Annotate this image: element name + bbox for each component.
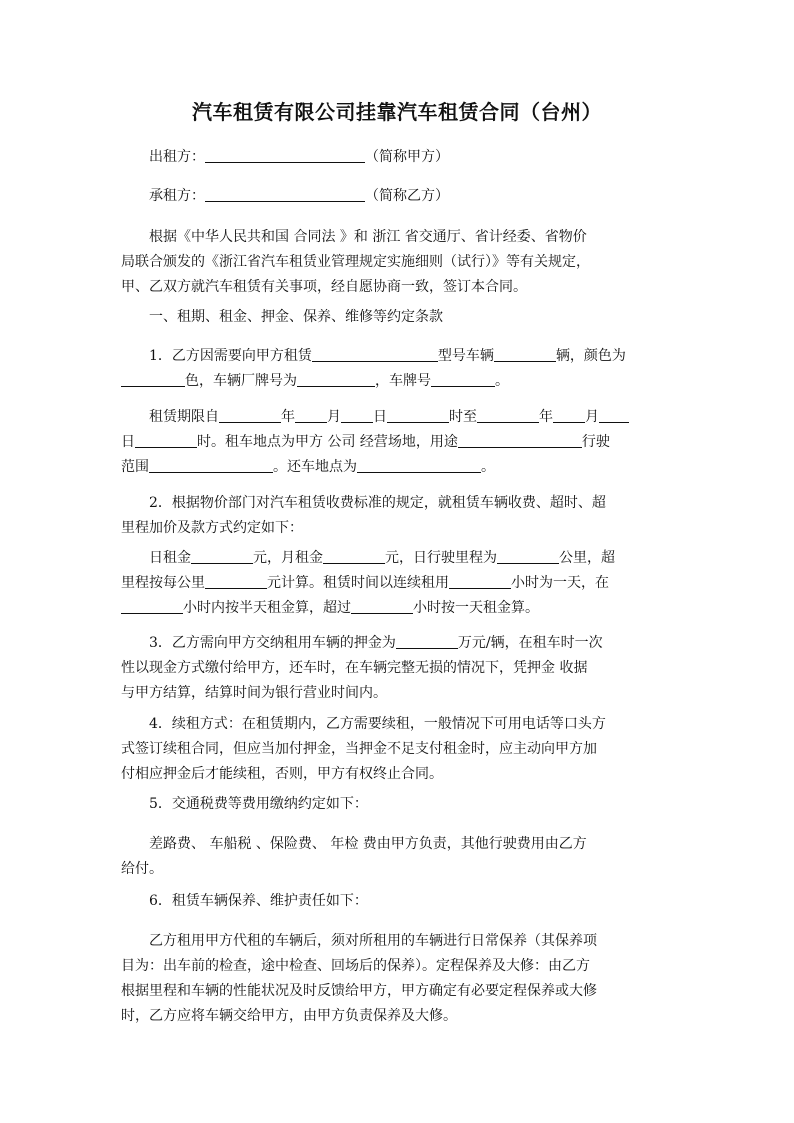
period-line-2 <box>121 430 681 455</box>
blank <box>599 408 629 423</box>
text: 租赁期限自 <box>149 409 219 425</box>
daily-mileage-blank <box>497 549 559 564</box>
clause3-line-2: 性以现金方式缴付给甲方，还车时，在车辆完整无损的情况下，凭押金 收据 <box>121 660 588 676</box>
color-blank <box>121 372 185 387</box>
text: 小时为一天，在 <box>511 575 609 591</box>
text: 色，车辆厂牌号为 <box>185 373 297 389</box>
text: 元，月租金 <box>253 550 323 566</box>
vehicle-count-blank <box>494 347 556 362</box>
clause6-line-1: 乙方租用甲方代租的车辆后，须对所租用的车辆进行日常保养（其保养项 <box>149 933 597 949</box>
section-heading-1: 一、租期、租金、押金、保养、维修等约定条款 <box>149 309 443 325</box>
lessor-line <box>121 145 709 170</box>
text: 小时内按半天租金算，超过 <box>183 600 351 616</box>
text: 年 <box>539 409 553 425</box>
blank <box>295 408 327 423</box>
text: 里程按每公里 <box>121 575 205 591</box>
text: 行驶 <box>581 434 610 450</box>
full-day-hours-blank <box>351 599 413 614</box>
lessee-blank <box>205 187 365 202</box>
period-line-1 <box>121 405 709 430</box>
text: 元计算。租赁时间以连续租用 <box>267 575 449 591</box>
text: ，车牌号 <box>375 373 431 389</box>
text: 日 <box>373 409 387 425</box>
rent-line-1 <box>121 546 709 571</box>
blank <box>135 433 197 448</box>
text: 日 <box>121 434 135 450</box>
clause1-line-1 <box>121 344 709 369</box>
text: 万元/辆，在租车时一次 <box>457 635 603 651</box>
lessee-suffix: （简称乙方） <box>365 188 449 204</box>
text: 月 <box>585 409 599 425</box>
text: 年 <box>281 409 295 425</box>
intro-line-1: 根据《中华人民共和国 合同法 》和 浙江 省交通厅、省计经委、省物价 <box>149 229 587 245</box>
clause6-line-4: 时，乙方应将车辆交给甲方，由甲方负责保养及大修。 <box>121 1008 457 1024</box>
blank <box>219 408 281 423</box>
plate-blank <box>431 372 495 387</box>
lessor-suffix: （简称甲方） <box>365 149 449 165</box>
blank <box>387 408 449 423</box>
text: 月 <box>327 409 341 425</box>
clause3-line-1 <box>121 631 709 656</box>
clause5-line-2: 给付。 <box>121 861 163 877</box>
clause5-line-1: 差路费、 车船税 、保险费、 年检 费由甲方负责，其他行驶费用由乙方 <box>149 836 587 852</box>
clause1-line-2 <box>121 369 681 394</box>
rent-line-3 <box>121 596 681 621</box>
text: 时至 <box>449 409 477 425</box>
per-km-blank <box>205 574 267 589</box>
intro-line-3: 甲、乙双方就汽车租赁有关事项，经自愿协商一致，签订本合同。 <box>121 279 527 295</box>
brand-blank <box>297 372 375 387</box>
period-line-3 <box>121 455 681 480</box>
clause6-line-3: 根据里程和车辆的性能状况及时反馈给甲方，甲方确定有必要定程保养或大修 <box>121 983 597 999</box>
document-title: 汽车租赁有限公司挂靠汽车租赁合同（台州） <box>192 100 602 124</box>
purpose-blank <box>458 433 582 448</box>
blank <box>553 408 585 423</box>
intro-line-2: 局联合颁发的《浙江省汽车租赁业管理规定实施细则（试行）》等有关规定， <box>121 254 590 270</box>
lessee-line <box>121 184 709 209</box>
clause2-line-1: 2．根据物价部门对汽车租赁收费标准的规定，就租赁车辆收费、超时、超 <box>149 495 606 511</box>
clause6-line-2: 目为：出车前的检查，途中检查、回场后的保养）。定程保养及大修：由乙方 <box>121 958 590 974</box>
clause4-line-3: 付相应押金后才能续租，否则，甲方有权终止合同。 <box>121 766 443 782</box>
blank <box>341 408 373 423</box>
rent-line-2 <box>121 571 681 596</box>
lessor-label: 出租方： <box>149 149 205 165</box>
text: 小时按一天租金算。 <box>413 600 539 616</box>
daily-rent-blank <box>191 549 253 564</box>
range-blank <box>149 458 273 473</box>
half-day-hours-blank <box>121 599 183 614</box>
text: 。 <box>495 373 509 389</box>
text: 元，日行驶里程为 <box>385 550 497 566</box>
blank <box>477 408 539 423</box>
text: 公里，超 <box>559 550 615 566</box>
clause4-line-1: 4．续租方式：在租赁期内，乙方需要续租，一般情况下可用电话等口头方 <box>149 716 606 732</box>
text: 日租金 <box>149 550 191 566</box>
clause5-heading: 5．交通税费等费用缴纳约定如下： <box>149 796 368 812</box>
lessor-blank <box>205 148 365 163</box>
clause2-line-2: 里程加价及款方式约定如下： <box>121 520 303 536</box>
return-location-blank <box>357 458 481 473</box>
text: 时。租车地点为甲方 公司 经营场地，用途 <box>197 434 458 450</box>
text: 3．乙方需向甲方交纳租用车辆的押金为 <box>149 635 396 651</box>
vehicle-model-blank <box>312 347 438 362</box>
text: 1．乙方因需要向甲方租赁 <box>149 348 312 364</box>
text: 辆，颜色为 <box>555 348 626 364</box>
hours-per-day-blank <box>449 574 511 589</box>
clause3-line-3: 与甲方结算，结算时间为银行营业时间内。 <box>121 685 387 701</box>
deposit-blank <box>396 634 458 649</box>
monthly-rent-blank <box>323 549 385 564</box>
text: 。还车地点为 <box>273 459 357 475</box>
text: 范围 <box>121 459 149 475</box>
text: 型号车辆 <box>437 348 494 364</box>
clause4-line-2: 式签订续租合同，但应当加付押金，当押金不足支付租金时，应主动向甲方加 <box>121 741 597 757</box>
clause6-heading: 6．租赁车辆保养、维护责任如下： <box>149 893 368 909</box>
text: 。 <box>481 459 495 475</box>
lessee-label: 承租方： <box>149 188 205 204</box>
